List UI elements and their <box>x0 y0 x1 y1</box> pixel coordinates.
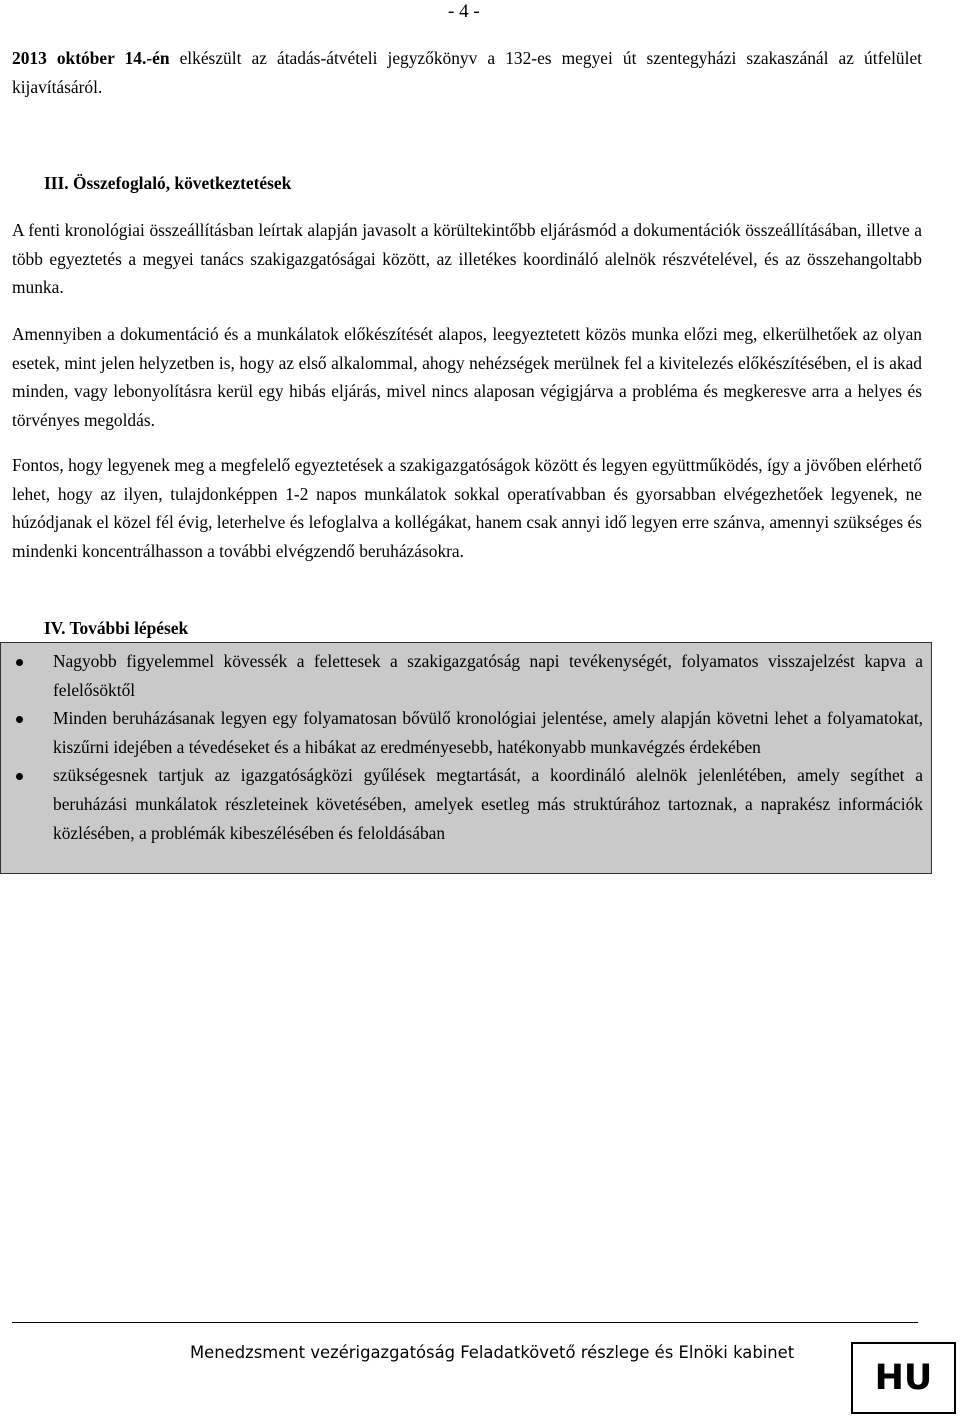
section-3-heading: III. Összefoglaló, következtetések <box>44 173 292 193</box>
section-3-paragraph-3: Fontos, hogy legyenek meg a megfelelő egyeztetések a szakigazgatóságok között és legyen együttműködés, így a jövőben elérhető lehet, hogy az ilyen, tulajdonképpen 1-2 napos munkálatok sokkal operatívabban és gyorsabban elvégezhetőek legyenek, ne húzódjanak el közel fél évig, leterhelve és lefoglalva a kollégákat, hanem csak annyi idő legyen erre szánva, amennyi szükséges és mindenki koncentrálhasson a további elvégzendő beruházásokra. <box>12 455 922 561</box>
list-item-text: szükségesnek tartjuk az igazgatóságközi gyűlések megtartását, a koordináló alelnök jelenlétében, amely segíthet a beruházási munkálatok részleteinek követésében, amelyek esetleg más struktúrához tartoznak, a naprakész információk közlésében, a problémák kibeszélésében és feloldásában <box>53 765 923 843</box>
bullet-icon <box>16 659 23 666</box>
section-4-heading: IV. További lépések <box>44 618 189 638</box>
intro-date: 2013 október 14.-én <box>12 48 170 68</box>
bullet-icon <box>16 716 23 723</box>
next-steps-list <box>1 647 931 847</box>
section-3-paragraph-2: Amennyiben a dokumentáció és a munkálatok előkészítését alapos, leegyeztetett közös munka előzi meg, elkerülhetőek az olyan esetek, mint jelen helyzetben is, hogy az első alkalommal, ahogy nehézségek merülnek fel a kivitelezés előkészítésében, el is akad minden, vagy lebonyolításra kerül egy hibás eljárás, mivel nincs alaposan végigjárva a probléma és megkeresve arra a helyes és törvényes megoldás. <box>12 324 922 430</box>
list-item-text: Minden beruházásanak legyen egy folyamatosan bővülő kronológiai jelentése, amely alapján követni lehet a folyamatokat, kiszűrni idejében a tévedéseket és a hibákat az eredményesebb, hatékonyabb munkavégzés érdekében <box>53 708 923 757</box>
language-badge: HU <box>851 1342 956 1414</box>
footer-divider <box>12 1322 918 1323</box>
intro-text: elkészült az átadás-átvételi jegyzőkönyv a 132-es megyei út szentegyházi szakaszánál az útfelület kijavításáról. <box>12 48 923 97</box>
next-steps-box <box>0 642 932 874</box>
intro-paragraph <box>12 44 922 101</box>
list-item-text: Nagyobb figyelemmel kövessék a felettesek a szakigazgatóság napi tevékenységét, folyamatos visszajelzést kapva a felelősöktől <box>53 651 923 700</box>
footer-department: Menedzsment vezérigazgatóság Feladatkövető részlege és Elnöki kabinet <box>190 1343 795 1362</box>
page-number: - 4 - <box>448 1 480 22</box>
bullet-icon <box>16 773 23 780</box>
section-3-paragraph-1: A fenti kronológiai összeállításban leírtak alapján javasolt a körültekintőbb eljárásmód a dokumentációk összeállításában, illetve a több egyeztetés a megyei tanács szakigazgatóságai között, az illetékes koordináló alelnök részvételével, és az összehangoltabb munka. <box>12 220 922 297</box>
list-item <box>1 761 931 847</box>
list-item <box>1 704 931 761</box>
list-item <box>1 647 931 704</box>
